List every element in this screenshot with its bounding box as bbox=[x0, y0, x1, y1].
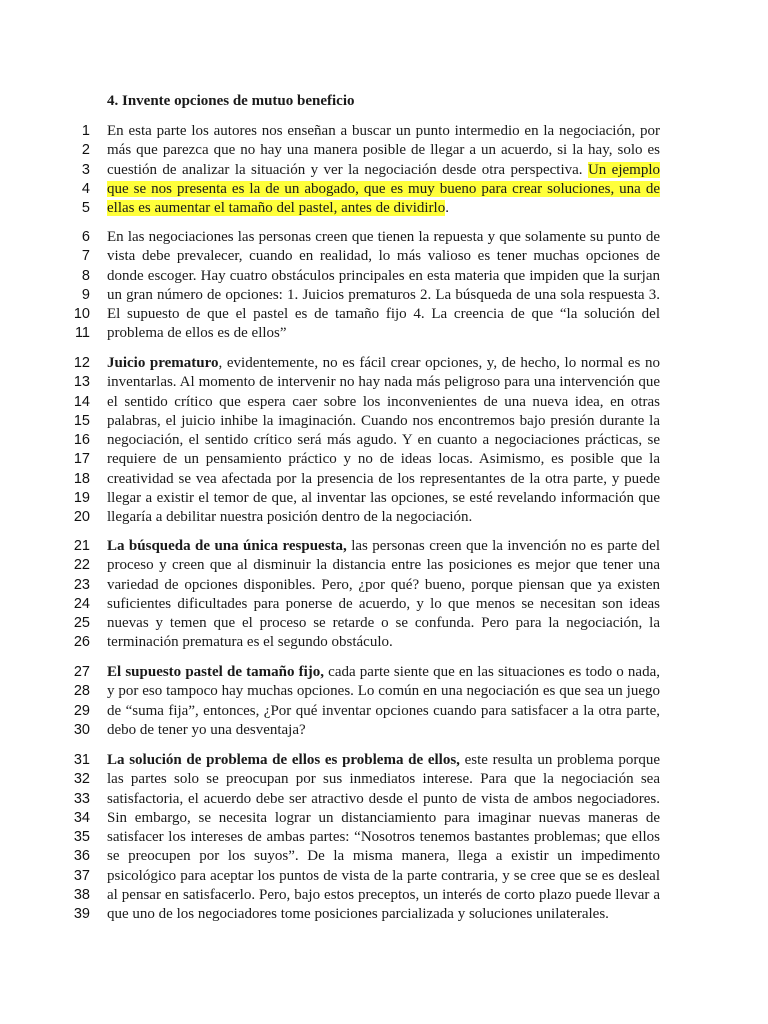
text-line bbox=[0, 373, 768, 392]
text-segment: El supuesto de que el pastel es de tamaño fijo 4. La creencia de que “la solución del bbox=[107, 306, 660, 323]
line-number: 9 bbox=[81, 286, 90, 303]
line-number: 28 bbox=[73, 683, 90, 700]
line-number: 39 bbox=[73, 906, 90, 923]
line-number: 2 bbox=[81, 142, 90, 159]
text-line bbox=[0, 508, 768, 527]
line-number: 17 bbox=[73, 451, 90, 468]
line-number: 24 bbox=[73, 595, 90, 612]
text-line bbox=[0, 431, 768, 450]
line-text bbox=[107, 180, 660, 199]
line-text bbox=[107, 809, 660, 828]
line-text bbox=[107, 354, 660, 373]
line-number: 10 bbox=[73, 306, 90, 323]
line-text bbox=[107, 247, 660, 266]
text-line bbox=[0, 663, 768, 682]
line-text bbox=[107, 682, 660, 701]
line-text bbox=[107, 556, 660, 575]
text-line bbox=[0, 199, 768, 218]
line-number: 1 bbox=[81, 123, 90, 139]
line-text bbox=[107, 537, 660, 556]
line-text bbox=[107, 576, 660, 595]
line-number: 26 bbox=[73, 634, 90, 651]
text-line bbox=[0, 633, 768, 652]
text-segment: llegaría a debilitar nuestra posición dentro de la negociación. bbox=[107, 509, 473, 526]
text-segment: . bbox=[445, 200, 449, 217]
text-segment: satisfacer los intereses de ambas partes: “Nosotros tenemos bastantes problemas; que ellos bbox=[107, 829, 660, 846]
text-line bbox=[0, 393, 768, 412]
text-line bbox=[0, 141, 768, 160]
line-number: 16 bbox=[73, 432, 90, 449]
line-number: 31 bbox=[73, 752, 90, 768]
line-text bbox=[107, 770, 660, 789]
text-segment: este resulta un problema porque bbox=[459, 752, 660, 768]
text-segment: de “suma fija”, entonces, ¿Por qué inventar opciones cuando para satisfacer a la otra parte, bbox=[107, 702, 660, 719]
text-segment: cuestión de analizar la situación y ver la negociación desde otra perspectiva. bbox=[107, 161, 588, 178]
text-line bbox=[0, 324, 768, 343]
text-segment: donde escoger. Hay cuatro obstáculos principales en esta materia que impiden que la surjan bbox=[107, 267, 660, 284]
line-text bbox=[107, 393, 660, 412]
text-segment: creatividad se vea afectada por la presencia de los representantes de la otra parte, y puede bbox=[107, 470, 660, 487]
line-text bbox=[107, 141, 660, 160]
line-text bbox=[107, 702, 660, 721]
line-text bbox=[107, 595, 660, 614]
text-line bbox=[0, 450, 768, 469]
line-text bbox=[107, 886, 660, 905]
text-segment: suficientes dificultades para ponerse de acuerdo, y lo que menos se necesitan son ideas bbox=[107, 595, 660, 612]
text-line bbox=[0, 247, 768, 266]
line-number: 30 bbox=[73, 721, 90, 738]
text-line bbox=[0, 412, 768, 431]
text-line bbox=[0, 847, 768, 866]
text-line bbox=[0, 556, 768, 575]
text-line bbox=[0, 537, 768, 556]
text-segment: palabras, el juicio inhibe la imaginación. Cuando nos encontremos bajo presión durante la bbox=[107, 412, 660, 429]
line-text bbox=[107, 489, 660, 508]
line-number: 37 bbox=[73, 867, 90, 884]
text-segment: requiere de un pensamiento práctico y no de ideas locas. Asimismo, es posible que la bbox=[107, 451, 660, 468]
text-line bbox=[0, 180, 768, 199]
line-text bbox=[107, 508, 660, 527]
line-text bbox=[107, 267, 660, 286]
text-line bbox=[0, 470, 768, 489]
text-line bbox=[0, 721, 768, 740]
line-number: 38 bbox=[73, 887, 90, 904]
paragraph bbox=[0, 354, 768, 528]
section-heading: 4. Invente opciones de mutuo beneficio bbox=[107, 93, 355, 109]
line-text bbox=[107, 450, 660, 469]
text-line bbox=[0, 354, 768, 373]
line-text bbox=[107, 847, 660, 866]
text-line bbox=[0, 228, 768, 247]
line-number: 27 bbox=[73, 664, 90, 680]
line-number: 34 bbox=[73, 809, 90, 826]
text-line bbox=[0, 809, 768, 828]
paragraph bbox=[0, 122, 768, 218]
line-number: 35 bbox=[73, 829, 90, 846]
text-segment: cada parte siente que en las situaciones es todo o nada, bbox=[324, 664, 660, 680]
text-segment: proceso y creen que al disminuir la distancia entre las posiciones es mejor que tener una bbox=[107, 557, 660, 574]
text-segment: más que parezca que no hay una manera posible de llegar a un acuerdo, si la hay, solo es bbox=[107, 142, 660, 159]
text-line bbox=[0, 614, 768, 633]
line-text bbox=[107, 721, 660, 740]
text-line bbox=[0, 305, 768, 324]
text-segment: las partes solo se preocupan por sus inmediatos interese. Para que la negociación sea bbox=[107, 771, 660, 788]
text-segment: variedad de opciones disponibles. Pero, ¿por qué? bueno, porque piensan que ya existen bbox=[107, 576, 660, 593]
line-number: 21 bbox=[73, 538, 90, 554]
text-line bbox=[0, 828, 768, 847]
text-segment: inventarlas. Al momento de intervenir no hay nada más peligroso para una intervención que bbox=[107, 374, 660, 391]
line-number: 19 bbox=[73, 490, 90, 507]
line-number: 18 bbox=[73, 470, 90, 487]
line-number: 3 bbox=[81, 161, 90, 178]
line-number: 29 bbox=[73, 702, 90, 719]
text-line bbox=[0, 751, 768, 770]
line-text bbox=[107, 867, 660, 886]
bold-term: Juicio prematuro bbox=[107, 355, 219, 371]
text-segment: el sentido crítico que espera caer sobre los inconvenientes de una nueva idea, en otras bbox=[107, 393, 660, 410]
line-text bbox=[107, 663, 660, 682]
line-number: 36 bbox=[73, 848, 90, 865]
line-text bbox=[107, 633, 660, 652]
line-text bbox=[107, 286, 660, 305]
text-segment: y por eso tampoco hay muchas opciones. Lo común en una negociación es que sea un juego bbox=[107, 683, 660, 700]
text-segment: satisfactoria, el acuerdo debe ser atractivo desde el punto de vista de ambos negociadores. bbox=[107, 790, 660, 807]
line-number: 7 bbox=[81, 248, 90, 265]
line-number: 25 bbox=[73, 615, 90, 632]
highlighted-text: que se nos presenta es la de un abogado, que es muy bueno para crear soluciones, una de bbox=[107, 180, 660, 197]
text-segment: psicológico para aceptar los puntos de vista de la parte contraria, y se cree que se es desleal bbox=[107, 867, 660, 884]
line-number: 22 bbox=[73, 557, 90, 574]
bold-term: El supuesto pastel de tamaño fijo, bbox=[107, 664, 325, 680]
line-text bbox=[107, 431, 660, 450]
text-line bbox=[0, 770, 768, 789]
text-line bbox=[0, 576, 768, 595]
text-segment: las personas creen que la invención no es parte del bbox=[346, 538, 660, 554]
line-number: 23 bbox=[73, 576, 90, 593]
line-number: 14 bbox=[73, 393, 90, 410]
text-line bbox=[0, 867, 768, 886]
line-text bbox=[107, 790, 660, 809]
line-text bbox=[107, 828, 660, 847]
highlighted-text: ellas es aumentar el tamaño del pastel, antes de dividirlo bbox=[107, 200, 446, 217]
line-number: 15 bbox=[73, 412, 90, 429]
text-line bbox=[0, 122, 768, 141]
line-text bbox=[107, 470, 660, 489]
text-line bbox=[0, 702, 768, 721]
text-segment: se preocupen por los suyos”. De la misma manera, llega a existir un impedimento bbox=[107, 848, 660, 865]
bold-term: La búsqueda de una única respuesta, bbox=[107, 538, 347, 554]
text-line bbox=[0, 682, 768, 701]
paragraph bbox=[0, 228, 768, 344]
line-number: 11 bbox=[74, 325, 90, 342]
line-number: 12 bbox=[73, 355, 90, 371]
text-line bbox=[0, 286, 768, 305]
line-number: 33 bbox=[73, 790, 90, 807]
text-segment: al pensar en satisfacerlo. Pero, bajo estos preceptos, un interés de corto plazo puede llevar a bbox=[107, 887, 660, 904]
line-text bbox=[107, 751, 660, 770]
line-number: 20 bbox=[73, 509, 90, 526]
text-line bbox=[0, 886, 768, 905]
highlighted-text: Un ejemplo bbox=[587, 161, 660, 178]
line-number: 6 bbox=[81, 229, 90, 245]
line-text bbox=[107, 228, 660, 247]
text-line bbox=[0, 489, 768, 508]
line-text bbox=[107, 373, 660, 392]
text-segment: debo de tener yo una desventaja? bbox=[107, 721, 306, 738]
text-segment: nuevas y temen que el proceso se retarde o se confunda. Pero para la negociación, la bbox=[107, 615, 660, 632]
text-segment: En las negociaciones las personas creen que tienen la repuesta y que solamente su punto de bbox=[107, 229, 660, 245]
line-text bbox=[107, 614, 660, 633]
text-segment: Sin embargo, se necesita lograr un distanciamiento para imaginar nuevas maneras de bbox=[107, 809, 660, 826]
line-text bbox=[107, 199, 660, 218]
line-text bbox=[107, 305, 660, 324]
paragraph bbox=[0, 537, 768, 653]
text-segment: que uno de los negociadores tome posiciones parcializada y soluciones unilaterales. bbox=[107, 906, 609, 923]
text-segment: negociación, el sentido crítico será más agudo. Y en cuanto a negociaciones prácticas, se bbox=[107, 432, 660, 449]
text-segment: terminación prematura es el segundo obstáculo. bbox=[107, 634, 393, 651]
line-text bbox=[107, 122, 660, 141]
bold-term: La solución de problema de ellos es problema de ellos, bbox=[107, 752, 460, 768]
line-text bbox=[107, 905, 660, 924]
text-line bbox=[0, 790, 768, 809]
line-text bbox=[107, 412, 660, 431]
line-number: 32 bbox=[73, 771, 90, 788]
text-line bbox=[0, 905, 768, 924]
paragraph bbox=[0, 751, 768, 925]
line-text bbox=[107, 324, 660, 343]
line-number: 5 bbox=[81, 200, 90, 217]
line-number: 13 bbox=[73, 374, 90, 391]
text-segment: un gran número de opciones: 1. Juicios prematuros 2. La búsqueda de una sola respuesta 3. bbox=[107, 286, 660, 303]
text-segment: En esta parte los autores nos enseñan a buscar un punto intermedio en la negociación, por bbox=[107, 123, 660, 139]
text-line bbox=[0, 595, 768, 614]
text-segment: problema de ellos es de ellos” bbox=[107, 325, 287, 342]
text-line bbox=[0, 161, 768, 180]
text-segment: vista debe prevalecer, cuando en realidad, lo más valioso es tener muchas opciones de bbox=[107, 248, 660, 265]
line-number: 8 bbox=[81, 267, 90, 284]
paragraph bbox=[0, 663, 768, 740]
text-segment: , evidentemente, no es fácil crear opciones, y, de hecho, lo normal es no bbox=[218, 355, 660, 371]
line-text bbox=[107, 161, 660, 180]
text-line bbox=[0, 267, 768, 286]
text-segment: llegar a existir el temor de que, al inventar las opciones, se esté revelando información que bbox=[107, 490, 660, 507]
line-number: 4 bbox=[81, 180, 90, 197]
